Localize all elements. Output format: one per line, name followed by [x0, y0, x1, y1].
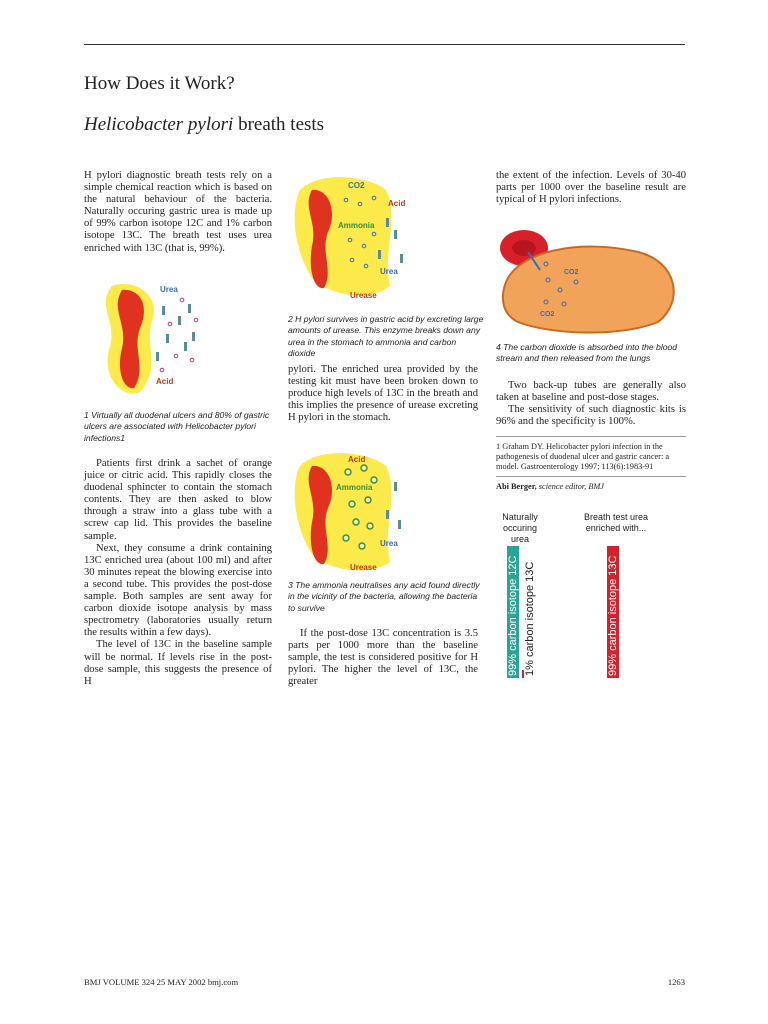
section-kicker: How Does it Work? — [84, 73, 235, 94]
figure-1-caption: 1 Virtually all duodenal ulcers and 80% of gastric ulcers are associated with Helicobacter pylori infections1 — [84, 410, 270, 443]
author-signature: Abi Berger, science editor, BMJ — [496, 482, 604, 491]
acid-label: Acid — [348, 455, 366, 464]
col1-para-group — [84, 458, 272, 688]
urea-label: Urea — [380, 539, 398, 548]
figure-4-caption: 4 The carbon dioxide is absorbed into the blood stream and then released from the lungs — [496, 342, 678, 364]
col2-para2-wrap — [288, 628, 478, 688]
col2-para1: pylori. The enriched urea provided by the testing kit must have been broken down to produce high levels of 13C in the breath and this implies the presence of urease excreting H pylori in the stomach. — [288, 364, 478, 424]
co2-label: CO2 — [564, 269, 579, 276]
figure-4-illustration — [488, 222, 688, 338]
col2-para2: If the post-dose 13C concentration is 3.5 parts per 1000 more than the baseline sample, the test is considered positive for H pylori. The higher the level of 13C, the greater — [288, 628, 478, 688]
urease-label: Urease — [350, 291, 377, 300]
col3-para3: The sensitivity of such diagnostic kits is 96% and the specificity is 100%. — [496, 404, 686, 428]
enriched-13c-label: 99% carbon isotope 13C — [607, 555, 619, 676]
top-rule — [84, 44, 685, 45]
article-title: Helicobacter pylori breath tests — [84, 114, 325, 135]
co2-label: CO2 — [540, 311, 555, 318]
figure-3-illustration — [290, 446, 410, 576]
figure-2-caption: 2 H pylori survives in gastric acid by excreting large amounts of urease. This enzyme breaks down any urea in the stomach to ammonia and carbon dioxide — [288, 314, 484, 359]
urea-label: Urea — [380, 267, 398, 276]
reference-1: 1 Graham DY. Helicobacter pylori infection in the pathogenesis of duodenal ulcer and gastric cancer: a model. Gastroenterology 1997; 113(6):1983-91 — [496, 442, 670, 471]
figure-2-illustration — [290, 170, 410, 302]
author-rule — [496, 476, 686, 477]
figure-1-illustration — [92, 276, 202, 402]
acid-label: Acid — [156, 377, 174, 386]
col3-para1: the extent of the infection. Levels of 30-40 parts per 1000 over the baseline result are typical of H pylori infections. — [496, 170, 686, 206]
page-number: 1263 — [667, 977, 685, 987]
journal-footer: BMJ VOLUME 324 25 MAY 2002 bmj.com — [84, 977, 239, 987]
col1-para3: Next, they consume a drink containing 13C enriched urea (about 100 ml) and after 30 minutes repeat the blowing exercise into a second tube. This provides the post-dose sample. Both samples are sent away for carbon dioxide isotope analysis by mass spectrometry (laboratories usually return the results within a few days). — [84, 542, 272, 639]
col1-para2: Patients first drink a sachet of orange juice or citric acid. This rapidly closes the duodenal sphincter to contain the stomach contents. They are then asked to blow through a straw into a glass tube with a screw cap lid. This provides the baseline sample. — [84, 458, 272, 542]
acid-label: Acid — [388, 199, 406, 208]
col1-para4: The level of 13C in the baseline sample will be normal. If levels rise in the post-dose sample, this suggests the presence of H — [84, 639, 272, 687]
col3-para-group — [496, 380, 686, 428]
enriched-heading: Breath test urea enriched with... — [583, 512, 649, 533]
co2-label: CO2 — [348, 181, 365, 190]
urease-label: Urease — [350, 563, 377, 572]
naturally-occuring-heading: Naturally occuring urea — [502, 512, 538, 544]
ammonia-label: Ammonia — [336, 483, 373, 492]
col3-para2: Two back-up tubes are generally also taken at baseline and post-dose stages. — [496, 380, 686, 404]
natural-13c-label: 1% carbon isotope 13C — [524, 561, 536, 676]
reference-rule — [496, 436, 686, 437]
natural-12c-label: 99% carbon isotope 12C — [507, 555, 519, 676]
ammonia-label: Ammonia — [338, 221, 375, 230]
urea-label: Urea — [160, 285, 178, 294]
figure-3-caption: 3 The ammonia neutralises any acid found directly in the vicinity of the bacteria, allowing the bacteria to survive — [288, 580, 480, 613]
col1-para1: H pylori diagnostic breath tests rely on a simple chemical reaction which is based on the natural behaviour of the bacteria. Naturally occuring gastric urea is made up of 99% carbon isotope 12C and 1% carbon isotope 13C. The breath test uses urea enriched with 13C (that is, 99%). — [84, 170, 272, 254]
